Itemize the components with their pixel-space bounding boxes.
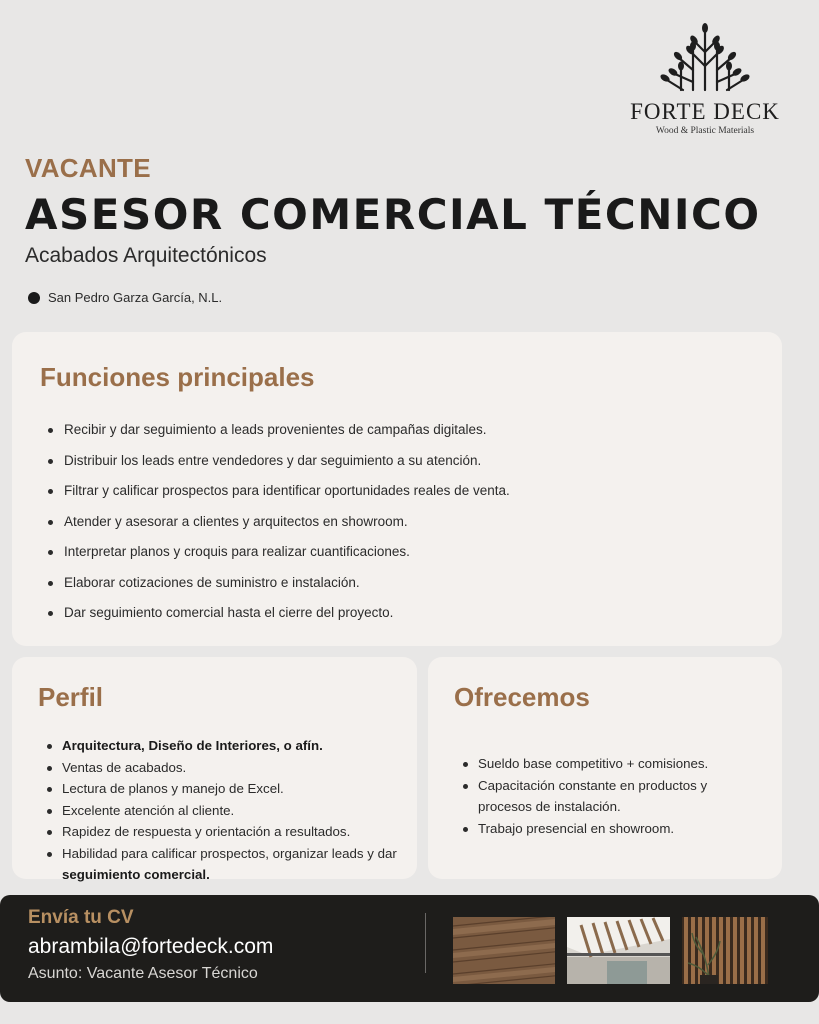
list-item: Sueldo base competitivo + comisiones. [454,753,762,775]
list-item: Elaborar cotizaciones de suministro e instalación. [40,568,752,599]
funciones-list [40,415,752,629]
perfil-heading: Perfil [38,682,104,712]
deck-photo [453,917,555,984]
list-item: Lectura de planos y manejo de Excel. [38,778,397,800]
list-item-bold: seguimiento comercial. [62,867,210,882]
slats-photo [682,917,768,984]
list-item: Ventas de acabados. [38,757,397,779]
contact-email-link[interactable]: abrambila@fortedeck.com [28,935,274,958]
tree-icon [657,22,753,92]
location-text: San Pedro Garza García, N.L. [48,290,223,305]
list-item: Dar seguimiento comercial hasta el cierre del proyecto. [40,598,752,629]
list-item-bold: Arquitectura, Diseño de Interiores, o afín. [62,738,323,753]
cta-label: Envía tu CV [28,907,134,928]
perfil-list [38,735,397,886]
list-item [38,843,397,886]
list-item: Filtrar y calificar prospectos para identificar oportunidades reales de venta. [40,476,752,507]
list-item-text: Habilidad para calificar prospectos, organizar leads y dar [62,845,397,861]
list-item: Atender y asesorar a clientes y arquitectos en showroom. [40,507,752,538]
list-item: Capacitación constante en productos y procesos de instalación. [454,775,762,818]
brand-name: FORTE DECK [630,99,780,124]
funciones-heading: Funciones principales [40,362,315,392]
list-item: Distribuir los leads entre vendedores y dar seguimiento a su atención. [40,446,752,477]
list-item: Recibir y dar seguimiento a leads provenientes de campañas digitales. [40,415,752,446]
contact-footer [0,895,819,1002]
job-title: ASESOR COMERCIAL TÉCNICO [25,190,761,239]
footer-divider [425,913,426,973]
list-item: Trabajo presencial en showroom. [454,818,762,840]
location-bullet-icon [28,292,40,304]
list-item: Excelente atención al cliente. [38,800,397,822]
job-subtitle: Acabados Arquitectónicos [25,244,267,267]
email-subject: Asunto: Vacante Asesor Técnico [28,965,258,982]
ofrecemos-list [454,753,762,839]
funciones-card [12,332,782,646]
list-item [38,735,397,757]
list-item: Interpretar planos y croquis para realizar cuantificaciones. [40,537,752,568]
vacancy-label: VACANTE [25,153,151,183]
list-item: Rapidez de respuesta y orientación a resultados. [38,821,397,843]
brand-tagline: Wood & Plastic Materials [655,126,755,136]
perfil-card [12,657,417,882]
brand-logo [620,22,790,136]
pergola-photo [567,917,670,984]
ofrecemos-heading: Ofrecemos [454,682,590,712]
ofrecemos-card [428,657,782,879]
job-location [28,290,222,305]
